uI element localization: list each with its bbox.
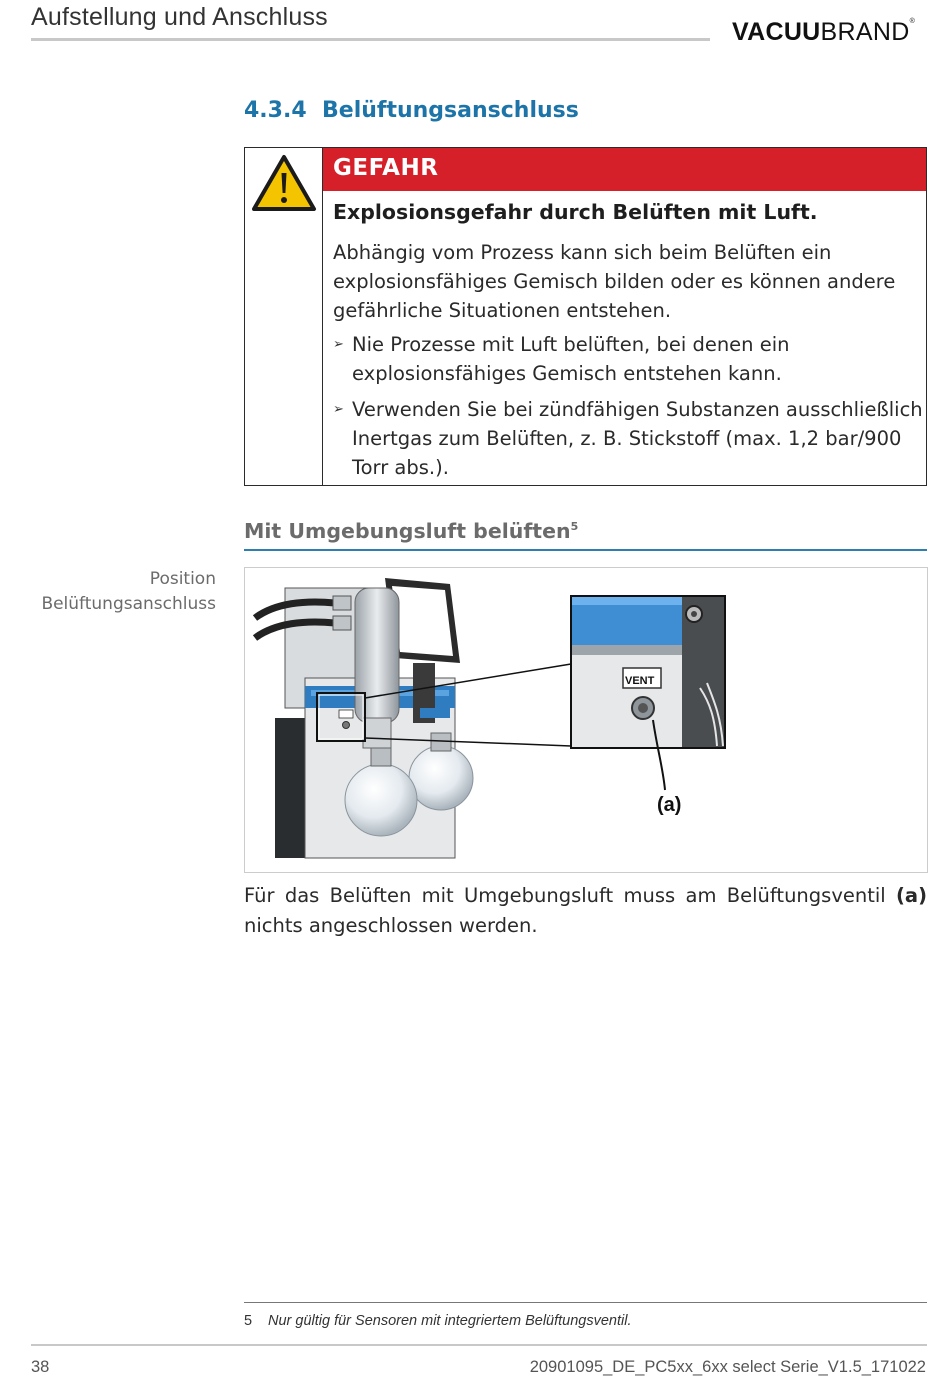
logo-bold: VACUU: [732, 18, 821, 46]
subsection-heading: [244, 519, 578, 543]
logo-mark: ®: [909, 18, 916, 25]
footnote-text: Nur gültig für Sensoren mit integriertem Belüftungsventil.: [268, 1313, 632, 1329]
section-heading: [244, 98, 579, 123]
para-text-1: Für das Belüften mit Umgebungsluft muss am Belüftungsventil: [244, 884, 897, 907]
header-rule: [31, 38, 710, 41]
step-text: Nie Prozesse mit Luft belüften, bei denen ein explosionsfähiges Gemisch entstehen kann.: [352, 333, 790, 385]
section-number: 4.3.4: [244, 98, 307, 123]
danger-icon-column: [245, 148, 323, 485]
danger-text: Abhängig vom Prozess kann sich beim Belüften ein explosionsfähiges Gemisch bilden oder es können andere gefährliche Situationen entstehen.: [333, 241, 896, 322]
danger-heading: Explosionsgefahr durch Belüften mit Luft.: [333, 200, 818, 224]
para-text-2: nichts angeschlossen werden.: [244, 913, 538, 937]
danger-step: [333, 330, 923, 388]
footnote: [244, 1313, 631, 1329]
danger-step: [333, 395, 923, 482]
margin-note: Position Belüftungsanschluss: [41, 569, 216, 614]
footnote-rule: [244, 1302, 927, 1303]
section-title: Belüftungsanschluss: [322, 98, 579, 123]
vent-position-figure: [244, 567, 928, 873]
danger-notice: [244, 147, 927, 486]
step-arrow-icon: ➢: [333, 337, 344, 352]
danger-signal-word: GEFAHR: [333, 155, 439, 181]
subsection-title: Mit Umgebungsluft belüften: [244, 519, 571, 543]
vent-label: VENT: [625, 675, 655, 687]
chapter-title: Aufstellung und Anschluss: [31, 3, 328, 31]
footer-rule: [31, 1344, 927, 1346]
logo-regular: BRAND: [820, 18, 910, 46]
warning-triangle-icon: [251, 154, 317, 212]
footnote-ref[interactable]: 5: [570, 520, 579, 534]
pump-illustration: [245, 568, 927, 872]
callout-a-label: (a): [657, 794, 682, 816]
footnote-number: 5: [244, 1313, 253, 1329]
body-paragraph: [244, 881, 927, 940]
vacuubrand-logo: [732, 18, 915, 47]
page-number: 38: [31, 1358, 50, 1376]
para-ref: (a): [896, 884, 927, 907]
step-text: Verwenden Sie bei zündfähigen Substanzen ausschließlich Inertgas zum Belüften, z. B. Stickstoff (max. 1,2 bar/900 Torr abs.).: [352, 398, 923, 479]
subsection-rule: [244, 549, 927, 551]
step-arrow-icon: ➢: [333, 402, 344, 417]
document-id: 20901095_DE_PC5xx_6xx select Serie_V1.5_171022: [529, 1358, 926, 1376]
